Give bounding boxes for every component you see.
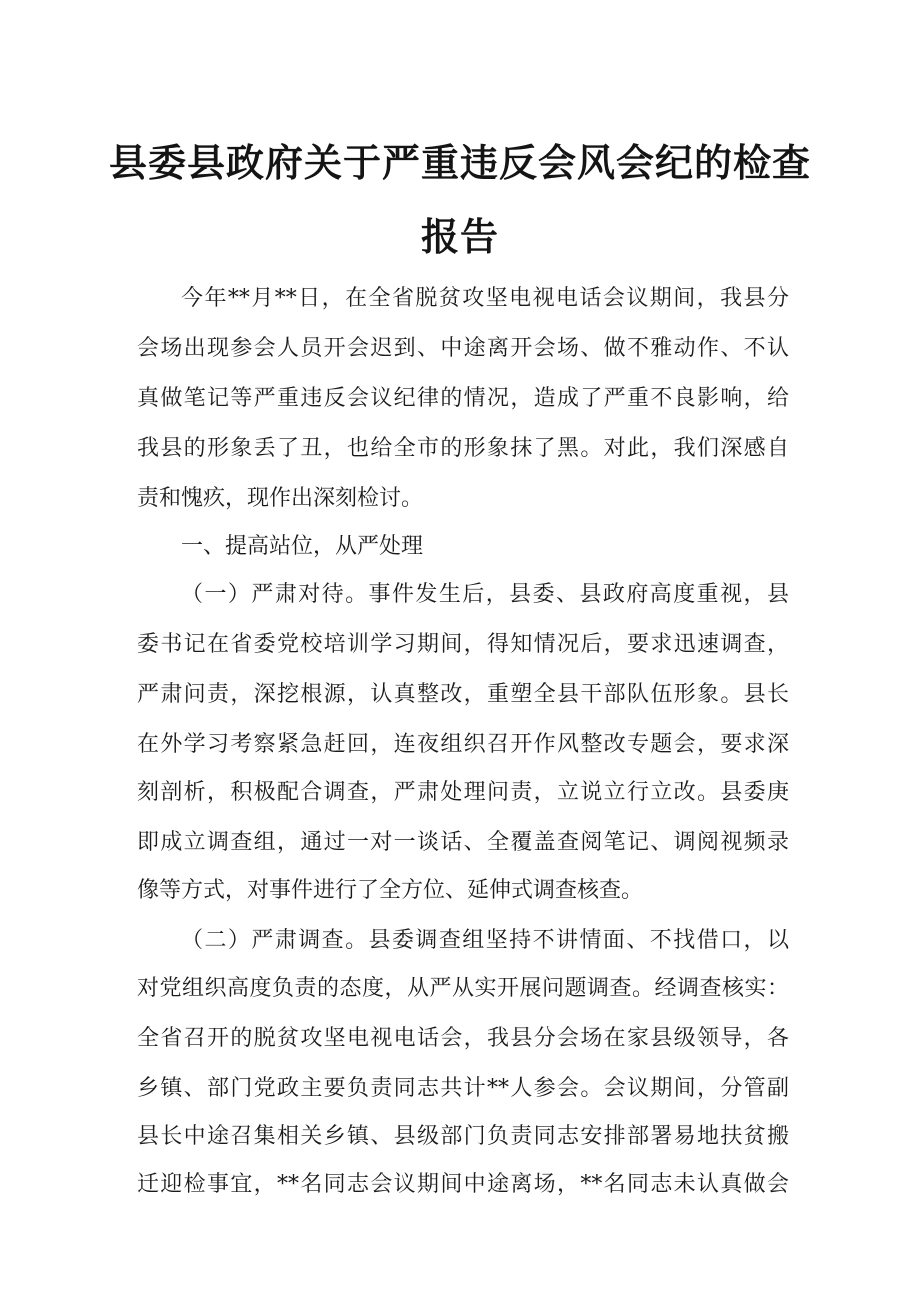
body-text-line: 乡镇、部门党政主要负责同志共计**人参会。会议期间，分管副 xyxy=(137,1076,789,1101)
body-text-line: （二）严肃调查。县委调查组坚持不讲情面、不找借口，以 xyxy=(181,928,789,953)
body-text-line: 我县的形象丢了丑，也给全市的形象抹了黑。对此，我们深感自 xyxy=(137,436,789,461)
body-text-line: 即成立调查组，通过一对一谈话、全覆盖查阅笔记、调阅视频录 xyxy=(137,830,789,855)
body-text-line: 像等方式，对事件进行了全方位、延伸式调查核查。 xyxy=(137,878,644,903)
body-text-line: 在外学习考察紧急赶回，连夜组织召开作风整改专题会，要求深 xyxy=(137,732,789,757)
body-text-line: 对党组织高度负责的态度，从严从实开展问题调查。经调查核实： xyxy=(137,976,789,1001)
document-title-line-1: 县委县政府关于严重违反会风会纪的检查 xyxy=(108,141,811,185)
body-text-line: 委书记在省委党校培训学习期间，得知情况后，要求迅速调查， xyxy=(137,632,789,657)
body-text-line: 会场出现参会人员开会迟到、中途离开会场、做不雅动作、不认 xyxy=(137,336,789,361)
body-text-line: 真做笔记等严重违反会议纪律的情况，造成了严重不良影响，给 xyxy=(137,386,789,411)
section-heading: 一、提高站位，从严处理 xyxy=(181,534,424,559)
body-text-line: 责和愧疚，现作出深刻检讨。 xyxy=(137,486,424,511)
body-text-line: 迁迎检事宜，**名同志会议期间中途离场，**名同志未认真做会 xyxy=(137,1172,789,1197)
body-text-line: 今年**月**日，在全省脱贫攻坚电视电话会议期间，我县分 xyxy=(181,286,789,311)
body-text-line: 严肃问责，深挖根源，认真整改，重塑全县干部队伍形象。县长 xyxy=(137,682,789,707)
body-text-line: 全省召开的脱贫攻坚电视电话会，我县分会场在家县级领导，各 xyxy=(137,1026,789,1051)
body-text-line: （一）严肃对待。事件发生后，县委、县政府高度重视，县 xyxy=(181,582,789,607)
body-text-line: 刻剖析，积极配合调查，严肃处理问责，立说立行立改。县委庚 xyxy=(137,780,789,805)
document-title-line-2: 报告 xyxy=(420,215,499,259)
body-text-line: 县长中途召集相关乡镇、县级部门负责同志安排部署易地扶贫搬 xyxy=(137,1124,789,1149)
